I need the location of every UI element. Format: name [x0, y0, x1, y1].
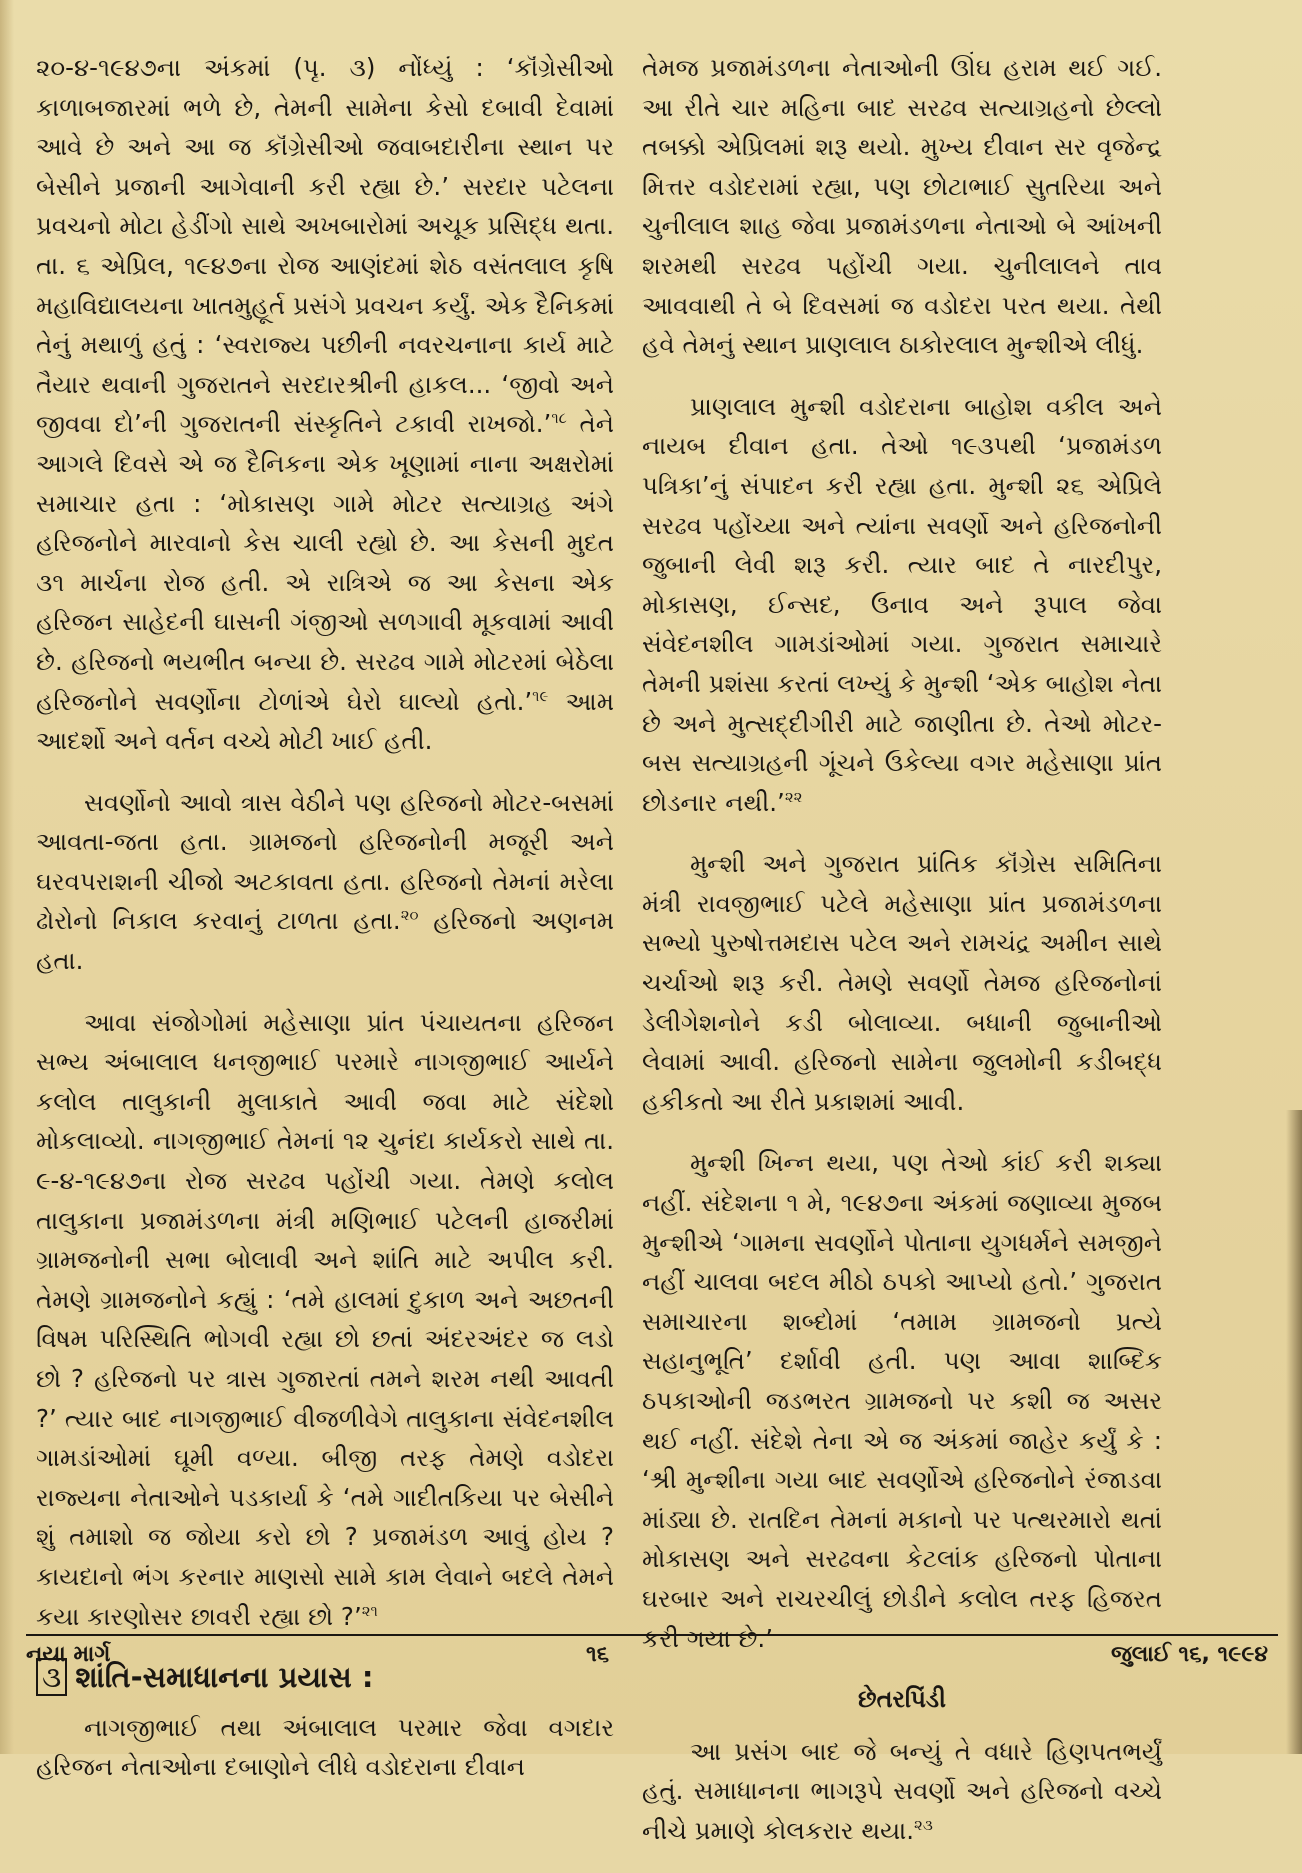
page-number: ૧૬	[586, 1642, 610, 1667]
footnote-ref: ૨૦	[400, 906, 419, 925]
footnote-ref: ૧૮	[551, 409, 567, 428]
section-number: ૩	[36, 1658, 67, 1696]
paragraph: તેમજ પ્રજામંડળના નેતાઓની ઊંઘ હરામ થઈ ગઈ. આ રીતે ચાર મહિના બાદ સરઢવ સત્યાગ્રહનો છેલ્લો તબક્કો એપ્રિલમાં શરૂ થયો. મુખ્ય દીવાન સર વૃજેન્દ્ર મિત્તર વડોદરામાં રહ્યા, પણ છોટાભાઈ સુતરિયા અને ચુનીલાલ શાહ જેવા પ્રજામંડળના નેતાઓ બે આંખની શરમથી સરઢવ પહોંચી ગયા. ચુનીલાલને તાવ આવવાથી તે બે દિવસમાં જ વડોદરા પરત થયા. તેથી હવે તેમનું સ્થાન પ્રાણલાલ ઠાકોરલાલ મુન્શીએ લીધું.	[642, 53, 1162, 360]
paragraph: મુન્શી ખિન્ન થયા, પણ તેઓ કાંઈ કરી શક્યા નહીં. સંદેશના ૧ મે, ૧૯૪૭ના અંકમાં જણાવ્યા મુજબ મુન્શીએ ‘ગામના સવર્ણોને પોતાના યુગધર્મને સમજીને નહીં ચાલવા બદલ મીઠો ઠપકો આપ્યો હતો.’ ગુજરાત સમાચારના શબ્દોમાં ‘તમામ ગ્રામજનો પ્રત્યે સહાનુભૂતિ’ દર્શાવી હતી. પણ આવા શાબ્દિક ઠપકાઓની જડભરત ગ્રામજનો પર કશી જ અસર થઈ નહીં. સંદેશે તેના એ જ અંકમાં જાહેર કર્યું કે : ‘શ્રી મુન્શીના ગયા બાદ સવર્ણોએ હરિજનોને રંજાડવા માંડ્યા છે. રાતદિન તેમનાં મકાનો પર પત્થરમારો થતાં મોકાસણ અને સરઢવના કેટલાંક હરિજનો પોતાના ઘરબાર અને રાચરચીલું છોડીને કલોલ તરફ હિજરત કરી ગયા છે.’	[642, 1148, 1162, 1653]
right-column	[642, 48, 1162, 1873]
paragraph: આ પ્રસંગ બાદ જે બન્યું તે વધારે હિણપતભર્યું હતું. સમાધાનના ભાગરૂપે સવર્ણો અને હરિજનો વચ્ચે નીચે પ્રમાણે કોલકરાર થયા.$^{૨૩}$	[642, 1736, 1162, 1845]
paragraph: નાગજીભાઈ તથા અંબાલાલ પરમાર જેવા વગદાર હરિજન નેતાઓના દબાણોને લીધે વડોદરાના દીવાન	[36, 1712, 614, 1782]
footnote-ref: ૨૩	[914, 1815, 933, 1834]
paragraph: સવર્ણોનો આવો ત્રાસ વેઠીને પણ હરિજનો મોટર-બસમાં આવતા-જતા હતા. ગ્રામજનો હરિજનોની મજૂરી અને ઘરવપરાશની ચીજો અટકાવતા હતા. હરિજનો તેમનાં મરેલા ઢોરોનો નિકાલ કરવાનું ટાળતા હતા.$^{૨૦}$ હરિજનો અણનમ હતા.	[36, 787, 614, 976]
torn-edge-shadow	[1286, 1110, 1302, 1754]
page-footer	[26, 1634, 1278, 1682]
paragraph: મુન્શી અને ગુજરાત પ્રાંતિક કૉંગ્રેસ સમિતિના મંત્રી રાવજીભાઈ પટેલે મહેસાણા પ્રાંત પ્રજામંડળના સભ્યો પુરુષોત્તમદાસ પટેલ અને રામચંદ્ર અમીન સાથે ચર્ચાઓ શરૂ કરી. તેમણે સવર્ણો તેમજ હરિજનોનાં ડેલીગેશનોને કડી બોલાવ્યા. બધાની જુબાનીઓ લેવામાં આવી. હરિજનો સામેના જુલમોની કડીબદ્ધ હકીકતો આ રીતે પ્રકાશમાં આવી.	[642, 849, 1162, 1116]
footnote-ref: ૨૧	[361, 1601, 378, 1620]
paragraph: આવા સંજોગોમાં મહેસાણા પ્રાંત પંચાયતના હરિજન સભ્ય અંબાલાલ ધનજીભાઈ પરમારે નાગજીભાઈ આર્યને કલોલ તાલુકાની મુલાકાતે આવી જવા માટે સંદેશો મોકલાવ્યો. નાગજીભાઈ તેમનાં ૧૨ ચુનંદા કાર્યકરો સાથે તા. ૯-૪-૧૯૪૭ના રોજ સરઢવ પહોંચી ગયા. તેમણે કલોલ તાલુકાના પ્રજામંડળના મંત્રી મણિભાઈ પટેલની હાજરીમાં ગ્રામજનોની સભા બોલાવી અને શાંતિ માટે અપીલ કરી. તેમણે ગ્રામજનોને કહ્યું : ‘તમે હાલમાં દુકાળ અને અછતની વિષમ પરિસ્થિતિ ભોગવી રહ્યા છો છતાં અંદરઅંદર જ લડો છો ? હરિજનો પર ત્રાસ ગુજારતાં તમને શરમ નથી આવતી ?’ ત્યાર બાદ નાગજીભાઈ વીજળીવેગે તાલુકાના સંવેદનશીલ ગામડાંઓમાં ઘૂમી વળ્યા. બીજી તરફ તેમણે વડોદરા રાજ્યના નેતાઓને પડકાર્યા કે ‘તમે ગાદીતકિયા પર બેસીને શું તમાશો જ જોયા કરો છો ? પ્રજામંડળ આવું હોય ? કાયદાનો ભંગ કરનાર માણસો સામે કામ લેવાને બદલે તેમને કયા કારણોસર છાવરી રહ્યા છો ?’$^{૨૧}$	[36, 1007, 614, 1631]
left-column	[36, 48, 614, 1809]
footnote-ref: ૨૨	[784, 787, 803, 806]
paragraph: પ્રાણલાલ મુન્શી વડોદરાના બાહોશ વકીલ અને નાયબ દીવાન હતા. તેઓ ૧૯૩૫થી ‘પ્રજામંડળ પત્રિકા’નું સંપાદન કરી રહ્યા હતા. મુન્શી ૨૬ એપ્રિલે સરઢવ પહોંચ્યા અને ત્યાંના સવર્ણો અને હરિજનોની જુબાની લેવી શરૂ કરી. ત્યાર બાદ તે નારદીપુર, મોકાસણ, ઈન્સદ, ઉનાવ અને રૂપાલ જેવા સંવેદનશીલ ગામડાંઓમાં ગયા. ગુજરાત સમાચારે તેમની પ્રશંસા કરતાં લખ્યું કે મુન્શી ‘એક બાહોશ નેતા છે અને મુત્સદ્દીગીરી માટે જાણીતા છે. તેઓ મોટર-બસ સત્યાગ્રહની ગૂંચને ઉકેલ્યા વગર મહેસાણા પ્રાંત છોડનાર નથી.’$^{૨૨}$	[642, 391, 1162, 817]
magazine-name: નયા માર્ગ	[26, 1642, 111, 1667]
subheading: છેતરપિંડી	[858, 1685, 946, 1714]
issue-date: જુલાઈ ૧૬, ૧૯૯૪	[1110, 1642, 1268, 1667]
footnote-ref: ૧૯	[532, 686, 549, 705]
section-heading: ૩ શાંતિ-સમાધાનના પ્રયાસ :	[36, 1658, 614, 1698]
page-edge-shadow	[0, 0, 14, 1754]
paragraph: ૨૦-૪-૧૯૪૭ના અંકમાં (પૃ. ૩) નોંધ્યું : ‘કૉંગ્રેસીઓ કાળાબજારમાં ભળે છે, તેમની સામેના કેસો દબાવી દેવામાં આવે છે અને આ જ કૉંગ્રેસીઓ જવાબદારીના સ્થાન પર બેસીને પ્રજાની આગેવાની કરી રહ્યા છે.’ સરદાર પટેલના પ્રવચનો મોટા હેડીંગો સાથે અખબારોમાં અચૂક પ્રસિદ્ધ થતા. તા. ૬ એપ્રિલ, ૧૯૪૭ના રોજ આણંદમાં શેઠ વસંતલાલ કૃષિ મહાવિદ્યાલયના ખાતમુહૂર્ત પ્રસંગે પ્રવચન કર્યું. એક દૈનિકમાં તેનું મથાળું હતું : ‘સ્વરાજ્ય પછીની નવરચનાના કાર્ય માટે તૈયાર થવાની ગુજરાતને સરદારશ્રીની હાકલ... ‘જીવો અને જીવવા દો’ની ગુજરાતની સંસ્કૃતિને ટકાવી રાખજો.’$^{૧૮}$ તેને આગલે દિવસે એ જ દૈનિકના એક ખૂણામાં નાના અક્ષરોમાં સમાચાર હતા : ‘મોકાસણ ગામે મોટર સત્યાગ્રહ અંગે હરિજનોને મારવાનો કેસ ચાલી રહ્યો છે. આ કેસની મુદત ૩૧ માર્ચના રોજ હતી. એ રાત્રિએ જ આ કેસના એક હરિજન સાહેદની ઘાસની ગંજીઓ સળગાવી મૂકવામાં આવી છે. હરિજનો ભયભીત બન્યા છે. સરઢવ ગામે મોટરમાં બેઠેલા હરિજનોને સવર્ણોના ટોળાંએ ઘેરો ઘાલ્યો હતો.’$^{૧૯}$ આમ આદર્શો અને વર્તન વચ્ચે મોટી ખાઈ હતી.	[36, 53, 615, 756]
